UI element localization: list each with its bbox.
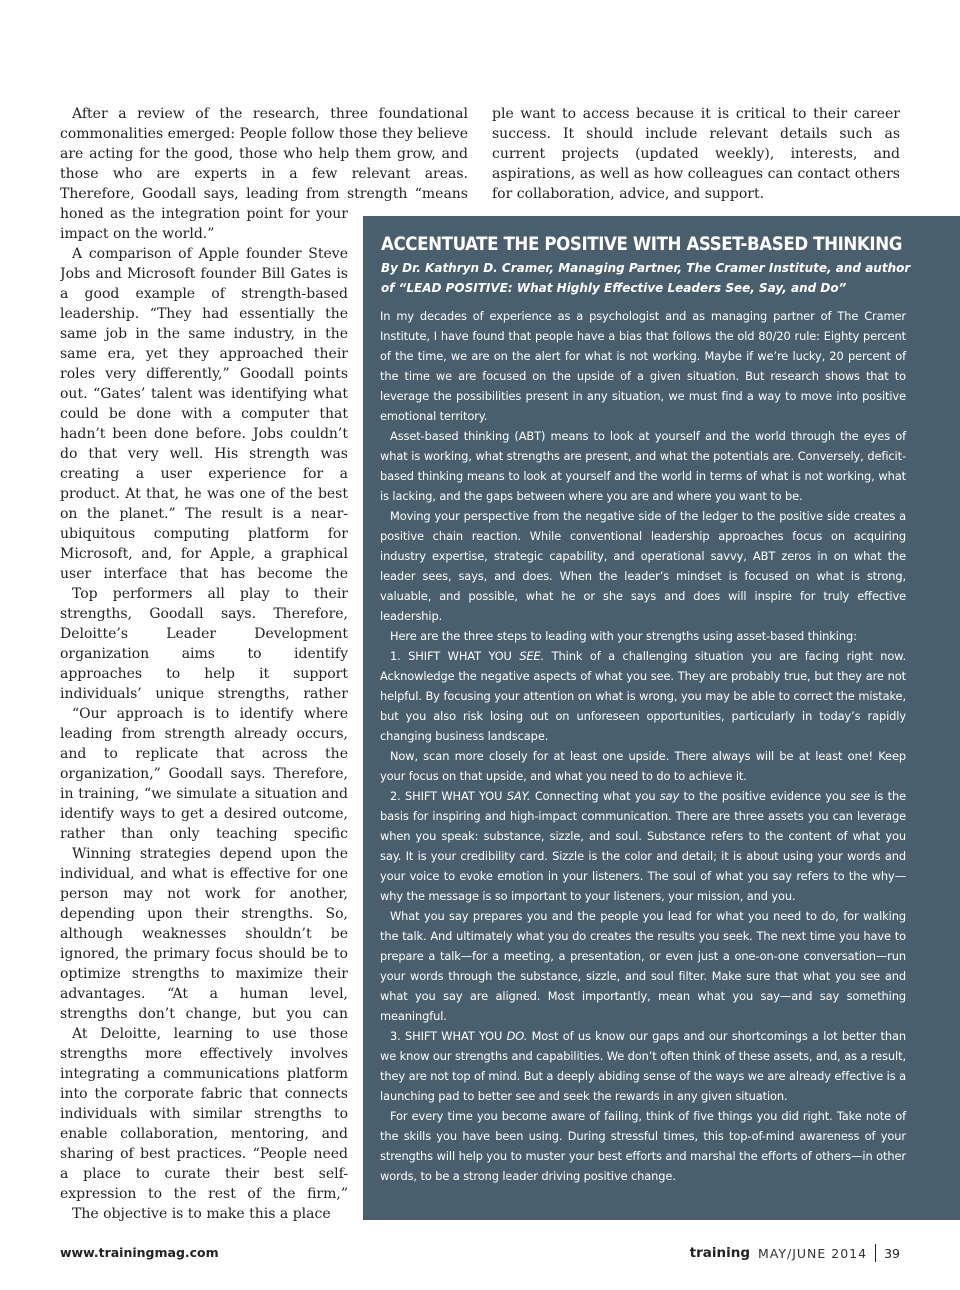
- footer-folio: [690, 1244, 900, 1262]
- sidebar-paragraph: Here are the three steps to leading with your strengths using asset-based thinking:: [390, 629, 857, 643]
- article-paragraph-6: At Deloitte, learning to use those strengths more effectively involves integrating a communications platform into the corporate fabric that connects individuals with similar strengths to enable collaboration, mentoring, and sharing of best practices. “People need a place to curate their best self-expression to the rest of the firm,”: [60, 1026, 348, 1202]
- footer-url[interactable]: www.trainingmag.com: [60, 1245, 219, 1260]
- sidebar-step-1: [380, 646, 906, 746]
- sidebar-paragraph: Moving your perspective from the negative side of the ledger to the positive side creates a positive chain reaction. While conventional leadership approaches focus on acquiring industry expertise, strategic capability, and operational savvy, ABT zeros in on what the leader sees, says, and does. When the leader’s mindset is focused on what is strong, valuable, and possible, what he or she says and does will inspire for truly effective leadership.: [380, 509, 906, 623]
- sidebar-paragraph: What you say prepares you and the people you lead for what you need to do, for walking the talk. And ultimately what you do creates the results you seek. The next time you have to prepare a talk—for a meeting, a presentation, or even just a one-on-one conversation—run your words through the substance, sizzle, and soul filter. Make sure that what you see and what you say are aligned. Most importantly, mean what you say—and say something meaningful.: [380, 909, 906, 1023]
- sidebar-title: ACCENTUATE THE POSITIVE WITH ASSET-BASED THINKING: [381, 234, 903, 255]
- article-paragraph-right: ple want to access because it is critical to their career success. It should include relevant details such as current projects (updated weekly), interests, and aspirations, as well as how colleagues can contact others for collaboration, advice, and support.: [492, 106, 900, 202]
- page-number: 39: [884, 1245, 900, 1261]
- article-paragraph-3: Top performers all play to their strengths, Goodall says. Therefore, Deloitte’s Leader Development organization aims to identify approaches to help it support individuals’ unique strengths, rather: [60, 586, 348, 702]
- step-3-text: Most of us know our gaps and our shortcomings a lot better than we know our strengths and capabilities. We don’t often think of these assets, and, as a result, they are not top of mind. But a deeply abiding sense of the ways we are already effective is a launching pad to better see and seek the rewards in any given situation.: [380, 1029, 906, 1103]
- sidebar-paragraph: Asset-based thinking (ABT) means to look at yourself and the world through the eyes of what is working, what strengths are present, and what the potentials are. Conversely, deficit-based thinking means to look at yourself and the world in terms of what is not working, what is lacking, and the gaps between where you are and where you want to be.: [380, 429, 906, 503]
- sidebar-paragraph: Now, scan more closely for at least one upside. There always will be at least one! Keep your focus on that upside, and what you need to do to achieve it.: [380, 749, 906, 783]
- step-2-heading: 2. SHIFT WHAT YOU: [390, 789, 503, 803]
- article-paragraph-5: Winning strategies depend upon the individual, and what is effective for one person may not work for another, depending upon their strengths. So, although weaknesses shouldn’t be ignored, the primary focus should be to optimize strengths to maximize their advantages. “At a human level, strengths don’t change, but you can: [60, 846, 348, 1022]
- step-1-heading: 1. SHIFT WHAT YOU: [390, 649, 512, 663]
- article-paragraph-7: The objective is to make this a place: [72, 1206, 331, 1222]
- step-2-keyword: SAY.: [506, 789, 531, 803]
- article-paragraph-1: After a review of the research, three foundational commonalities emerged: People follow those they believe are acting for the good, those who help them grow, and those who are experts in a few relevant areas. Therefore, Goodall says, leading from strength “means: [60, 106, 468, 202]
- article-paragraph-1-continued: honed as the integration point for your impact on the world.”: [60, 206, 348, 242]
- step-2-say: say: [659, 789, 680, 803]
- step-2-text-c: is the basis for inspiring and high-impact communication. There are three assets you can leverage when you speak: substance, sizzle, and soul. Substance refers to the content of what you say. It is your credibility card. Sizzle is the color and detail; it is about using your words and your voice to evoke emotion in your listeners. The soul of what you say refers to the why—why the message is so important to your listeners, your mission, and you.: [380, 789, 906, 903]
- footer-issue: MAY/JUNE 2014: [758, 1245, 868, 1261]
- step-2-see: see: [850, 789, 870, 803]
- sidebar-step-3: [380, 1026, 906, 1106]
- step-1-text: Think of a challenging situation you are facing right now. Acknowledge the negative aspects of what you see. They are probably true, but they are not helpful. By focusing your attention on what is wrong, you may be able to correct the mistake, but you also risk losing out on unforeseen opportunities, particularly in today’s rapidly changing business landscape.: [380, 649, 906, 743]
- sidebar-body: [380, 306, 906, 1186]
- footer-divider: [875, 1244, 876, 1262]
- step-3-heading: 3. SHIFT WHAT YOU: [390, 1029, 503, 1043]
- article-paragraph-2: A comparison of Apple founder Steve Jobs and Microsoft founder Bill Gates is a good example of strength-based leadership. “They had essentially the same job in the same industry, in the same era, yet they approached their roles very differently,” Goodall points out. “Gates’ talent was identifying what could be done with a computer that hadn’t been done before. Jobs couldn’t do that very well. His strength was creating a user experience for a product. At that, he was one of the best on the planet.” The result is a near-ubiquitous computing platform for Microsoft, and, for Apple, a graphical user interface that has become the: [60, 246, 348, 582]
- footer-brand: training: [689, 1245, 750, 1261]
- step-2-text-b: to the positive evidence you: [679, 789, 851, 803]
- step-3-keyword: DO.: [506, 1029, 528, 1043]
- sidebar-step-2: [380, 786, 906, 906]
- sidebar-paragraph: For every time you become aware of failing, think of five things you did right. Take note of the skills you have been using. During stressful times, this top-of-mind awareness of your strengths will help you to muster your best efforts and marshal the efforts of others—in other words, to be a strong leader driving positive change.: [380, 1109, 906, 1183]
- step-2-text-a: Connecting what you: [530, 789, 660, 803]
- sidebar-byline: By Dr. Kathryn D. Cramer, Managing Partner, The Cramer Institute, and author of “LEAD POSITIVE: What Highly Effective Leaders See, Say, and Do”: [381, 261, 911, 295]
- step-1-keyword: SEE.: [519, 649, 545, 663]
- sidebar-box: [363, 216, 960, 1220]
- sidebar-paragraph: In my decades of experience as a psychologist and as managing partner of The Cramer Institute, I have found that people have a bias that follows the old 80/20 rule: Eighty percent of the time, we are on the alert for what is not working. Maybe if we’re lucky, 20 percent of the time we are focused on the upside of a given situation. But research shows that to leverage the possibilities present in any situation, we must find a way to move into positive emotional territory.: [380, 309, 906, 423]
- article-paragraph-4: “Our approach is to identify where leading from strength already occurs, and to replicate that across the organization,” Goodall says. Therefore, in training, “we simulate a situation and identify ways to get a desired outcome, rather than only teaching specific: [60, 706, 348, 842]
